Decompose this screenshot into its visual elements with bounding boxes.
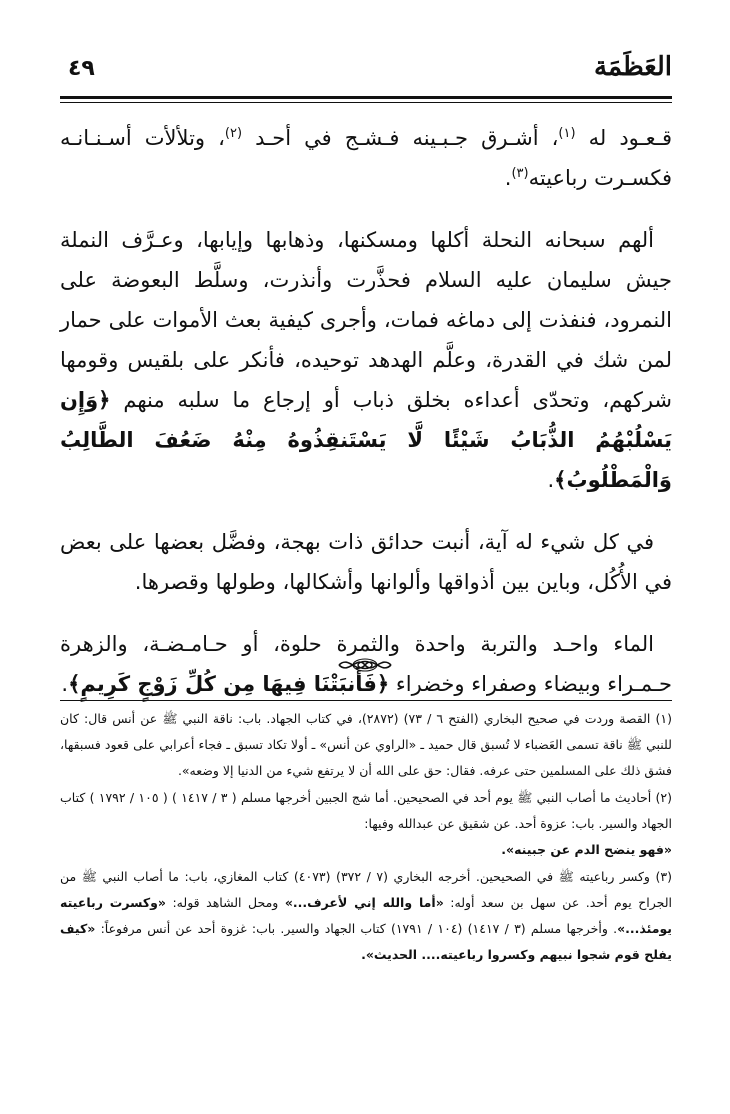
p1-text-d: . (504, 166, 512, 190)
section-ornament-icon (335, 650, 395, 680)
header-rule (60, 96, 672, 99)
footnote-2-text: (٢) أحاديث ما أصاب النبي ﷺ يوم أحد في الصحيحين. أما شج الجبين أخرجها مسلم ( ٣ / ١٤١٧ ) ( ١٠٥ / ١٧٩٢ ) كتاب الجهاد والسير. باب: عزوة أحد. عن شقيق عن عبدالله وفيها: (60, 790, 672, 831)
footnote-ref-1[interactable]: (١) (558, 126, 576, 141)
main-text (60, 118, 672, 726)
paragraph-3 (60, 522, 672, 602)
p1-text-a: قـعـود له (575, 126, 673, 150)
footnote-3-quote-1: «أما والله إني لأعرف...» (284, 895, 444, 910)
paragraph-2 (60, 220, 672, 500)
footnotes (60, 706, 672, 969)
quran-verse-2: ﴿فَأَنبَتْنَا فِيهَا مِن كُلِّ زَوْجٍ كَرِيمٍ﴾ (68, 672, 390, 696)
footnote-1: (١) القصة وردت في صحيح البخاري (الفتح ٦ / ٧٣) (٢٨٧٢)، في كتاب الجهاد. باب: ناقة النبي ﷺ عن أنس قال: كان للنبي ﷺ ناقة تسمى العَضباء لا تُسبق قال حميد ـ «الراوي عن أنس» ـ أولا تكاد تسبق ـ فجاء أعرابي على قعود فسبقها، فشق ذلك على المسلمين حتى عرفه. فقال: حق على الله أن لا يرتفع شيء من الدنيا إلا وضعه». (60, 711, 672, 778)
footnote-2 (60, 785, 672, 863)
p1-text-b: ، أشـرق جـبـينه فـشـج في أحـد (242, 126, 559, 150)
footnote-ref-3[interactable]: (٣) (511, 166, 529, 181)
footnote-separator (60, 700, 672, 701)
page-number: ٤٩ (68, 56, 95, 81)
footnote-3-quote-3: «كيف يفلح قوم شجوا نبيهم وكسروا رباعيته.... الحديث». (60, 921, 672, 962)
paragraph-1 (60, 118, 672, 198)
footnote-ref-2[interactable]: (٢) (224, 126, 243, 141)
footnote-3-c: ومحل الشاهد قوله: (165, 895, 285, 910)
quran-verse-1: ﴿وَإِن يَسْلُبْهُمُ الذُّبَابُ شَيْئًا لَّا يَسْتَنقِذُوهُ مِنْهُ ضَعُفَ الطَّالِبُ وَالْمَطْلُوبُ﴾ (60, 388, 672, 492)
footnote-3 (60, 864, 672, 968)
footnote-2-quote: «فهو ينضح الدم عن جبينه». (501, 842, 672, 857)
footnote-3-e: . وأخرجها مسلم (٣ / ١٤١٧) (١٠٤ / ١٧٩١) كتاب الجهاد والسير. باب: غزوة أحد عن أنس مرفوعاً: (95, 921, 618, 936)
p4-text: الماء واحـد والتربة واحدة والثمرة حلوة، أو حـامـضـة، والزهرة حـمـراء وبيضاء وصفراء وخضراء (60, 632, 672, 696)
running-header (60, 50, 672, 102)
chapter-title: العَظَمَة (594, 52, 672, 82)
p4-end: . (61, 672, 69, 696)
p2-end: . (547, 468, 555, 492)
p1-text-c: ، وتلألأت أسـنـانـه فكسـرت رباعيته (60, 126, 672, 190)
footnote-3-quote-2: «وكسرت رباعيته يومئذ...» (60, 895, 672, 936)
p3-text: في كل شيء له آية، أنبت حدائق ذات بهجة، وفضَّل بعضها على بعض في الأُكُل، وباين بين أذواقها وألوانها وأشكالها، وطولها وقصرها. (60, 530, 672, 594)
p2-text: ألهم سبحانه النحلة أكلها ومسكنها، وذهابها وإيابها، وعـرَّف النملة جيش سليمان عليه السلام فحذَّرت وأنذرت، وسلَّط البعوضة على النمرود، فنفذت إلى دماغه فمات، وأجرى كيفية بعث الأموات على حمار لمن شك في القدرة، وعلَّم الهدهد توحيده، فأنكر على بلقيس وقومها شركهم، وتحدّى أعداءه بخلق ذباب أو إرجاع ما سلبه منهم (60, 228, 672, 412)
footnote-3-a: (٣) وكسر رباعيته ﷺ في الصحيحين. أخرجه البخاري (٧ / ٣٧٢) (٤٠٧٣) كتاب المغازي، باب: ما أصاب النبي ﷺ من الجراح يوم أحد. عن سهل بن سعد أوله: (60, 869, 672, 910)
